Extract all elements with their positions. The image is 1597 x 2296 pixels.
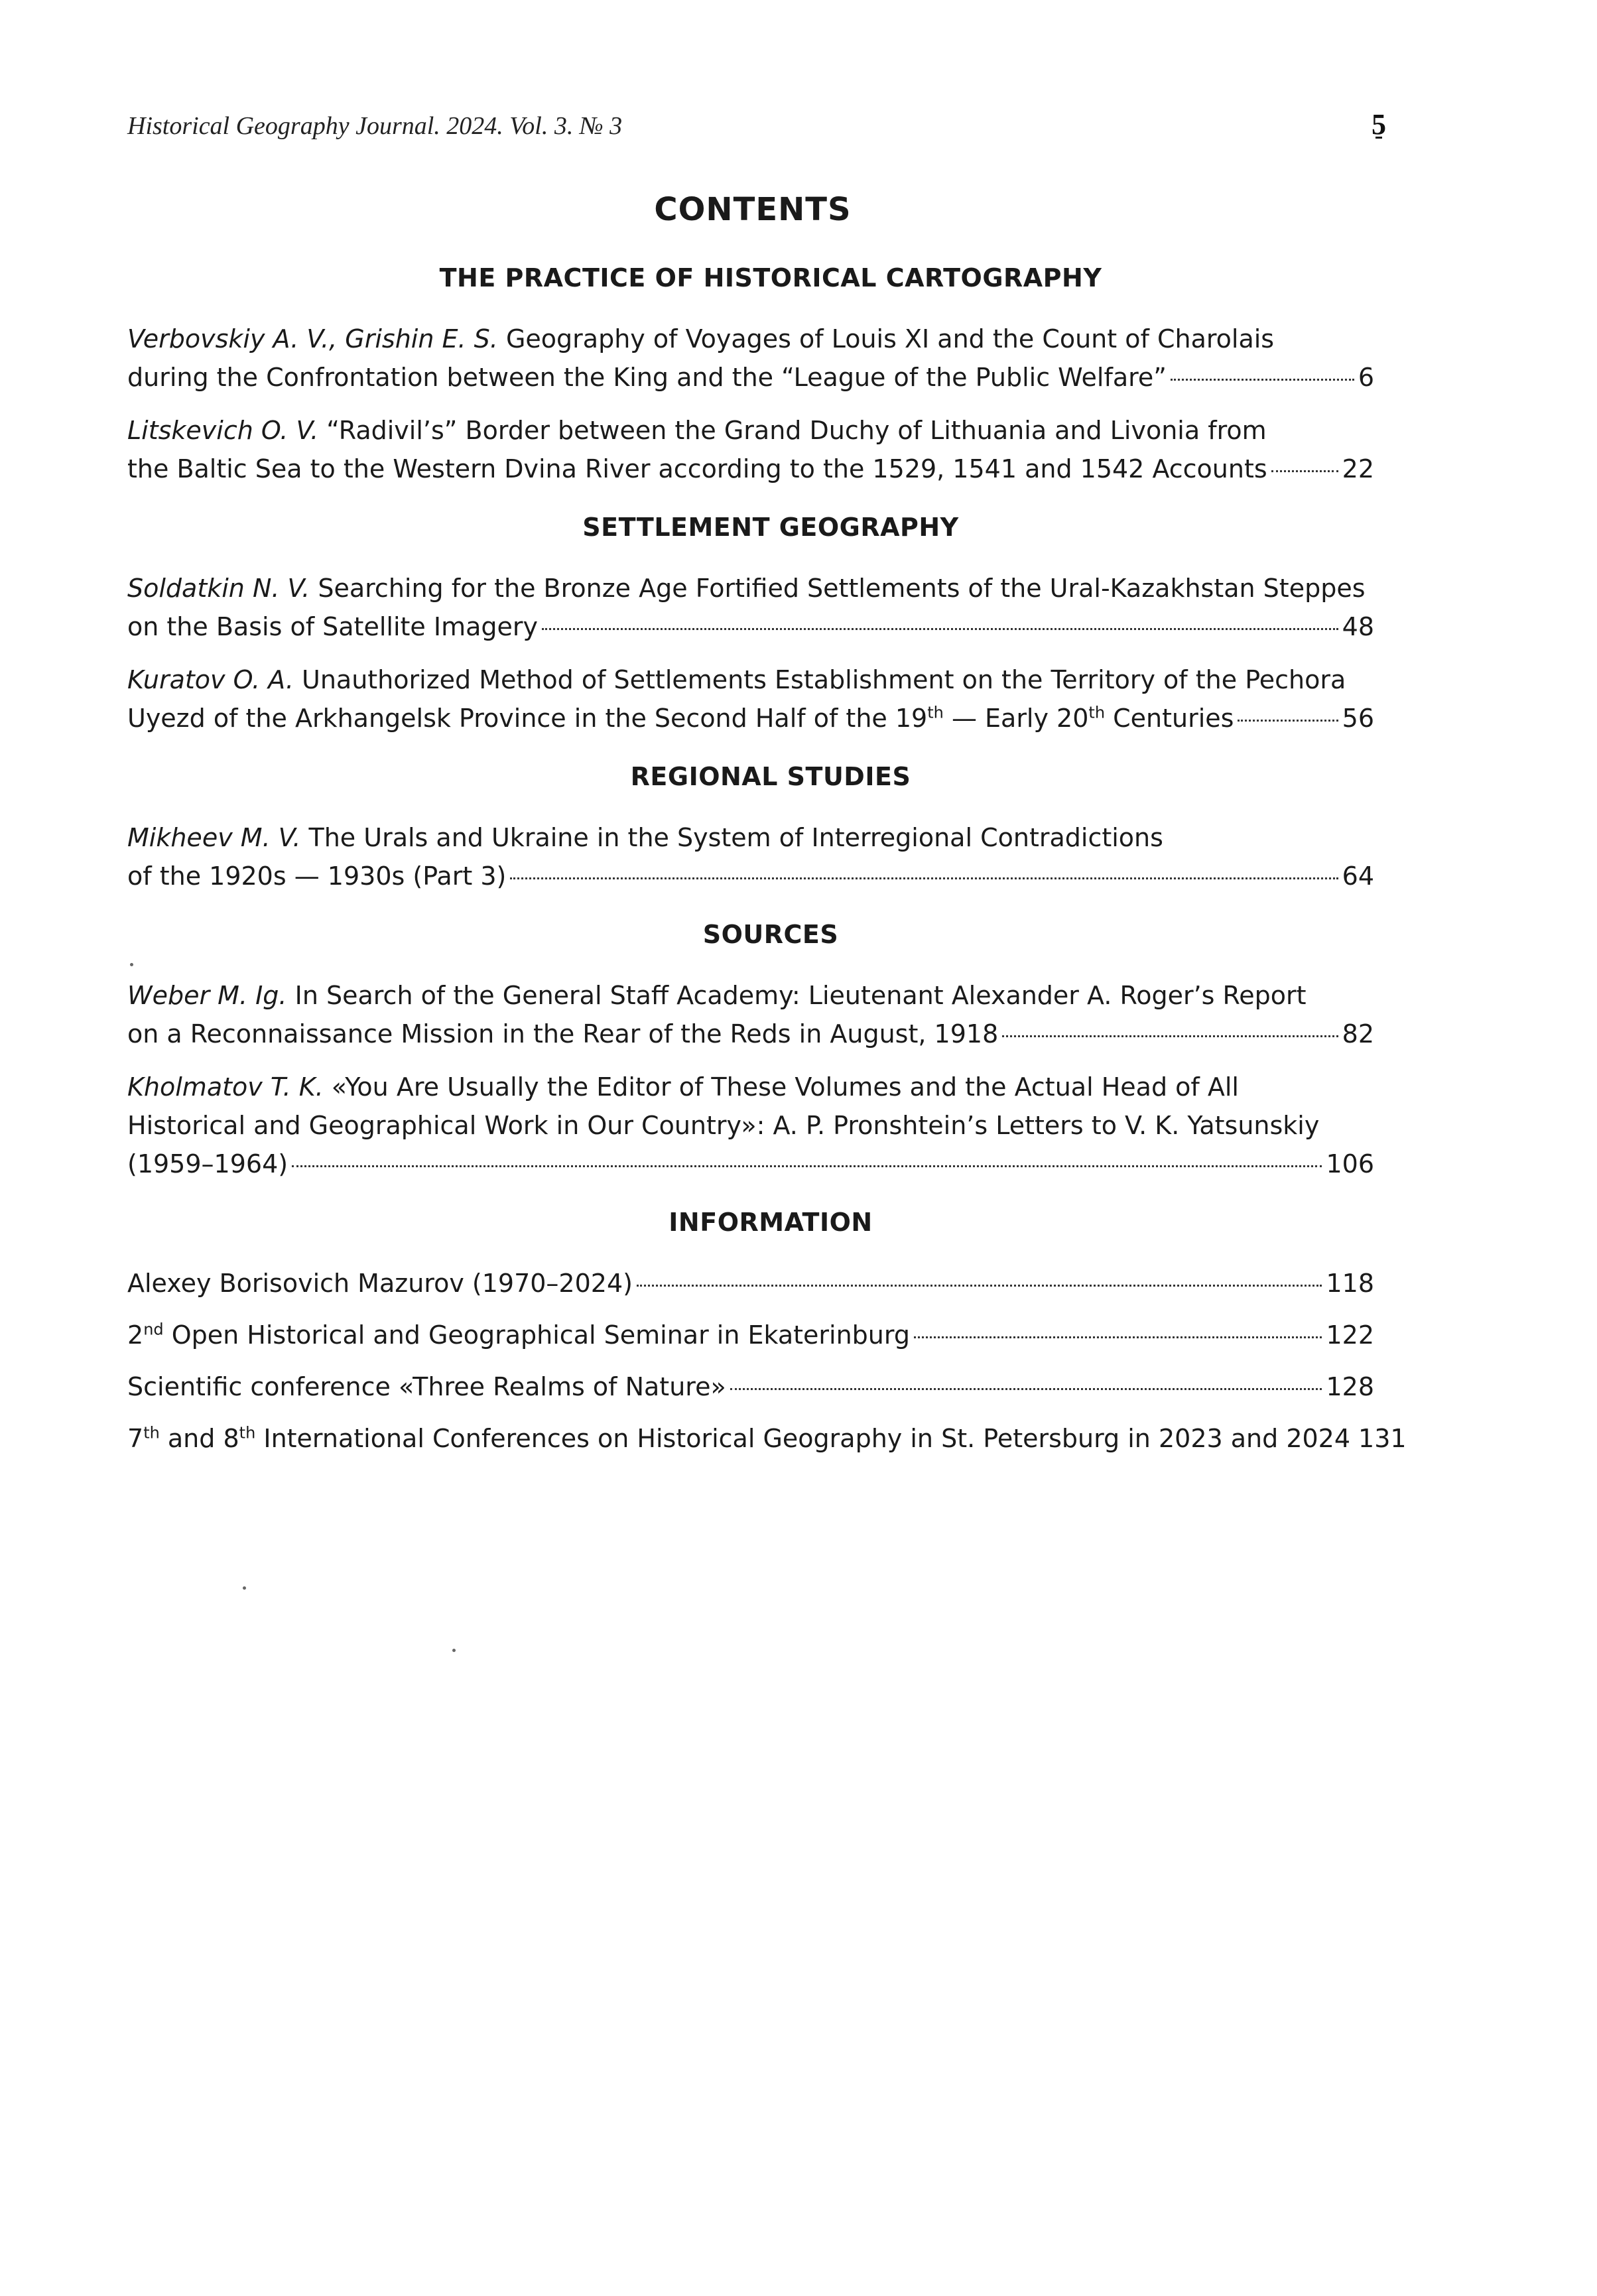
entry-page: 118 [1326, 1269, 1374, 1298]
entry-page: 122 [1326, 1320, 1374, 1350]
entry-title-continued: of the 1920s — 1930s (Part 3) [127, 861, 507, 891]
toc-entry[interactable] [127, 320, 1374, 397]
scan-speck [452, 1649, 456, 1652]
toc-entry[interactable] [127, 976, 1374, 1053]
section-heading-sources: SOURCES [702, 920, 839, 949]
entry-author: Kholmatov T. K. [127, 1072, 324, 1102]
entry-page: 131 [1358, 1424, 1407, 1453]
entry-title-continued: Uyezd of the Arkhangelsk Province in the Second Half of the 19th — Early 20th Centuries [127, 703, 1234, 733]
scan-speck [243, 1586, 246, 1590]
toc-entry[interactable] [127, 1068, 1374, 1183]
entry-title: Unauthorized Method of Settlements Establishment on the Territory of the Pechora [302, 665, 1346, 694]
entry-title-continued: on the Basis of Satellite Imagery [127, 612, 538, 641]
entry-title-continued: the Baltic Sea to the Western Dvina River according to the 1529, 1541 and 1542 Accounts [127, 454, 1267, 483]
entry-title: In Search of the General Staff Academy: Lieutenant Alexander A. Roger’s Report [294, 981, 1307, 1010]
section-heading-information: INFORMATION [669, 1208, 873, 1237]
entry-page: 6 [1358, 363, 1374, 392]
entry-author: Mikheev M. V. [127, 823, 301, 852]
entry-page: 48 [1342, 612, 1374, 641]
contents-title: CONTENTS [654, 191, 852, 228]
dot-leader [730, 1387, 1322, 1390]
toc-entry[interactable] [127, 1368, 1374, 1406]
dot-leader [1002, 1035, 1338, 1037]
section-heading-historical-cartography: THE PRACTICE OF HISTORICAL CARTOGRAPHY [439, 263, 1102, 292]
toc-entry[interactable] [127, 1264, 1374, 1303]
entry-author: Weber M. Ig. [127, 981, 287, 1010]
entry-page: 22 [1342, 454, 1374, 483]
entry-page: 64 [1342, 861, 1374, 891]
dot-leader [542, 627, 1338, 630]
entry-page: 106 [1326, 1149, 1374, 1179]
running-head: Historical Geography Journal. 2024. Vol. 3. № 3 [127, 112, 623, 140]
entry-title: Alexey Borisovich Mazurov (1970–2024) [127, 1269, 633, 1298]
toc-entry[interactable] [127, 411, 1374, 488]
entry-author: Kuratov O. A. [127, 665, 294, 694]
entry-title: “Radivil’s” Border between the Grand Duchy of Lithuania and Livonia from [326, 416, 1267, 445]
entry-page: 56 [1342, 704, 1374, 733]
dot-leader [914, 1336, 1322, 1338]
entry-title: 2nd Open Historical and Geographical Seminar in Ekaterinburg [127, 1320, 910, 1350]
dot-leader [292, 1165, 1322, 1167]
entry-title: The Urals and Ukraine in the System of Interregional Contradictions [308, 823, 1163, 852]
entry-title-continued: Historical and Geographical Work in Our Country»: A. P. Pronshtein’s Letters to V. K. Yatsunskiy [127, 1111, 1320, 1140]
entry-title-continued: (1959–1964) [127, 1149, 288, 1179]
toc-entry[interactable] [127, 661, 1374, 737]
dot-leader [1271, 470, 1338, 472]
toc-entry[interactable] [127, 569, 1374, 646]
entry-page: 128 [1326, 1372, 1374, 1401]
dot-leader [1238, 719, 1338, 722]
toc-entry[interactable] [127, 818, 1374, 895]
entry-author: Litskevich O. V. [127, 416, 319, 445]
entry-title: «You Are Usually the Editor of These Volumes and the Actual Head of All [331, 1072, 1239, 1102]
entry-title: 7th and 8th International Conferences on Historical Geography in St. Petersburg in 2023 and 2024 [127, 1423, 1351, 1453]
dot-leader [1171, 378, 1354, 381]
dot-leader [637, 1284, 1322, 1287]
entry-author: Verbovskiy A. V., Grishin E. S. [127, 324, 498, 353]
dot-leader [510, 877, 1338, 879]
section-heading-regional-studies: REGIONAL STUDIES [630, 762, 911, 791]
page-number: 5 [1372, 108, 1386, 141]
entry-title-continued: on a Reconnaissance Mission in the Rear of the Reds in August, 1918 [127, 1019, 999, 1049]
toc-entry[interactable] [127, 1419, 1407, 1458]
entry-title: Geography of Voyages of Louis XI and the Count of Charolais [505, 324, 1275, 353]
entry-title: Scientific conference «Three Realms of Nature» [127, 1372, 726, 1401]
entry-page: 82 [1342, 1019, 1374, 1049]
section-heading-settlement-geography: SETTLEMENT GEOGRAPHY [582, 513, 959, 542]
entry-title-continued: during the Confrontation between the King and the “League of the Public Welfare” [127, 363, 1167, 392]
toc-entry[interactable] [127, 1316, 1374, 1354]
table-of-contents [127, 259, 1407, 1458]
scan-speck [130, 963, 133, 966]
entry-author: Soldatkin N. V. [127, 574, 310, 603]
entry-title: Searching for the Bronze Age Fortified Settlements of the Ural-Kazakhstan Steppes [318, 574, 1366, 603]
